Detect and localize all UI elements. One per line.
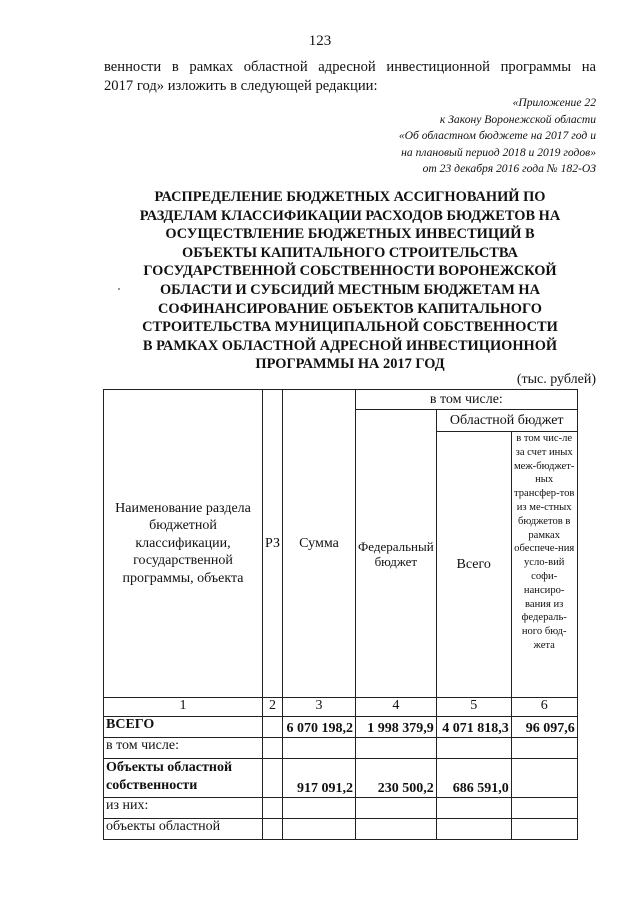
row-sum xyxy=(282,819,355,840)
row-sum xyxy=(282,798,355,819)
header-interbudget: в том чис-ле за счет иных меж-бюджет-ных трансфер-тов из ме-стных бюджетов в рамках обеспече-ния усло-вий софи-нансиро-вания из федераль-ного бюд-жета xyxy=(511,432,577,698)
header-including: в том числе: xyxy=(355,390,577,410)
row-interbudget xyxy=(511,759,577,798)
row-rz xyxy=(263,717,283,738)
header-name: Наименование раздела бюджетной классификации, государственной программы, объекта xyxy=(104,390,263,698)
table-row xyxy=(104,819,578,840)
title-line: ОБЛАСТИ И СУБСИДИЙ МЕСТНЫМ БЮДЖЕТАМ НА xyxy=(159,281,541,298)
row-federal xyxy=(355,798,436,819)
row-interbudget xyxy=(511,819,577,840)
row-name: объекты областной xyxy=(104,819,263,840)
header-sum: Сумма xyxy=(282,390,355,698)
table-row xyxy=(104,738,578,759)
intro-line-1: венности в рамках областной адресной инвестиционной программы на xyxy=(104,59,596,75)
units-label: (тыс. рублей) xyxy=(516,372,596,387)
header-federal: Федеральный бюджет xyxy=(355,410,436,698)
title-line: РАСПРЕДЕЛЕНИЕ БЮДЖЕТНЫХ АССИГНОВАНИЙ ПО xyxy=(154,189,546,205)
row-rz xyxy=(263,819,283,840)
column-number: 1 xyxy=(104,698,263,717)
row-interbudget xyxy=(511,738,577,759)
appendix-reference xyxy=(296,95,596,178)
row-sum: 917 091,2 xyxy=(282,759,355,798)
column-number: 3 xyxy=(282,698,355,717)
intro-paragraph xyxy=(104,58,596,96)
title-line: ОБЪЕКТЫ КАПИТАЛЬНОГО СТРОИТЕЛЬСТВА xyxy=(182,244,518,261)
row-sum xyxy=(282,738,355,759)
header-regional: Областной бюджет xyxy=(436,410,577,432)
row-total: 686 591,0 xyxy=(436,759,511,798)
row-total xyxy=(436,738,511,759)
table-row xyxy=(104,717,578,738)
title-line: СТРОИТЕЛЬСТВА МУНИЦИПАЛЬНОЙ СОБСТВЕННОСТИ xyxy=(142,319,558,336)
row-rz xyxy=(263,798,283,819)
appendix-line: «Приложение 22 xyxy=(512,96,596,109)
table-row xyxy=(104,798,578,819)
row-federal: 230 500,2 xyxy=(355,759,436,798)
row-total xyxy=(436,819,511,840)
title-line: СОФИНАНСИРОВАНИЕ ОБЪЕКТОВ КАПИТАЛЬНОГО xyxy=(158,300,542,317)
header-total: Всего xyxy=(436,432,511,698)
column-number: 2 xyxy=(263,698,283,717)
row-name: из них: xyxy=(104,798,263,819)
document-title xyxy=(104,188,596,374)
row-name: в том числе: xyxy=(104,738,263,759)
row-name: Объекты областной собственности xyxy=(104,759,263,798)
row-name: ВСЕГО xyxy=(104,717,263,738)
title-line: ПРОГРАММЫ НА 2017 ГОД xyxy=(255,356,445,373)
column-number: 4 xyxy=(355,698,436,717)
intro-line-2: 2017 год» изложить в следующей редакции: xyxy=(104,78,378,94)
row-federal xyxy=(355,819,436,840)
table-row xyxy=(104,759,578,798)
title-line: РАЗДЕЛАМ КЛАССИФИКАЦИИ РАСХОДОВ БЮДЖЕТОВ НА xyxy=(139,207,561,224)
column-number: 5 xyxy=(436,698,511,717)
row-federal xyxy=(355,738,436,759)
column-number: 6 xyxy=(511,698,577,717)
row-interbudget xyxy=(511,798,577,819)
row-rz xyxy=(263,759,283,798)
appendix-line: на плановый период 2018 и 2019 годов» xyxy=(401,145,596,159)
row-total xyxy=(436,798,511,819)
row-federal: 1 998 379,9 xyxy=(355,717,436,738)
row-interbudget: 96 097,6 xyxy=(511,717,577,738)
row-rz xyxy=(263,738,283,759)
page-number: 123 xyxy=(308,33,332,49)
title-line: ГОСУДАРСТВЕННОЙ СОБСТВЕННОСТИ ВОРОНЕЖСКОЙ xyxy=(143,263,557,280)
column-numbers-row xyxy=(104,698,578,717)
row-sum: 6 070 198,2 xyxy=(282,717,355,738)
appendix-line: «Об областном бюджете на 2017 год и xyxy=(398,129,596,143)
title-line: ОСУЩЕСТВЛЕНИЕ БЮДЖЕТНЫХ ИНВЕСТИЦИЙ В xyxy=(165,226,535,243)
budget-table xyxy=(103,389,578,840)
row-total: 4 071 818,3 xyxy=(436,717,511,738)
header-rz: РЗ xyxy=(263,390,283,698)
appendix-line: от 23 декабря 2016 года № 182-ОЗ xyxy=(422,162,596,176)
title-line: В РАМКАХ ОБЛАСТНОЙ АДРЕСНОЙ ИНВЕСТИЦИОННОЙ xyxy=(142,337,558,354)
appendix-line: к Закону Воронежской области xyxy=(439,112,596,126)
